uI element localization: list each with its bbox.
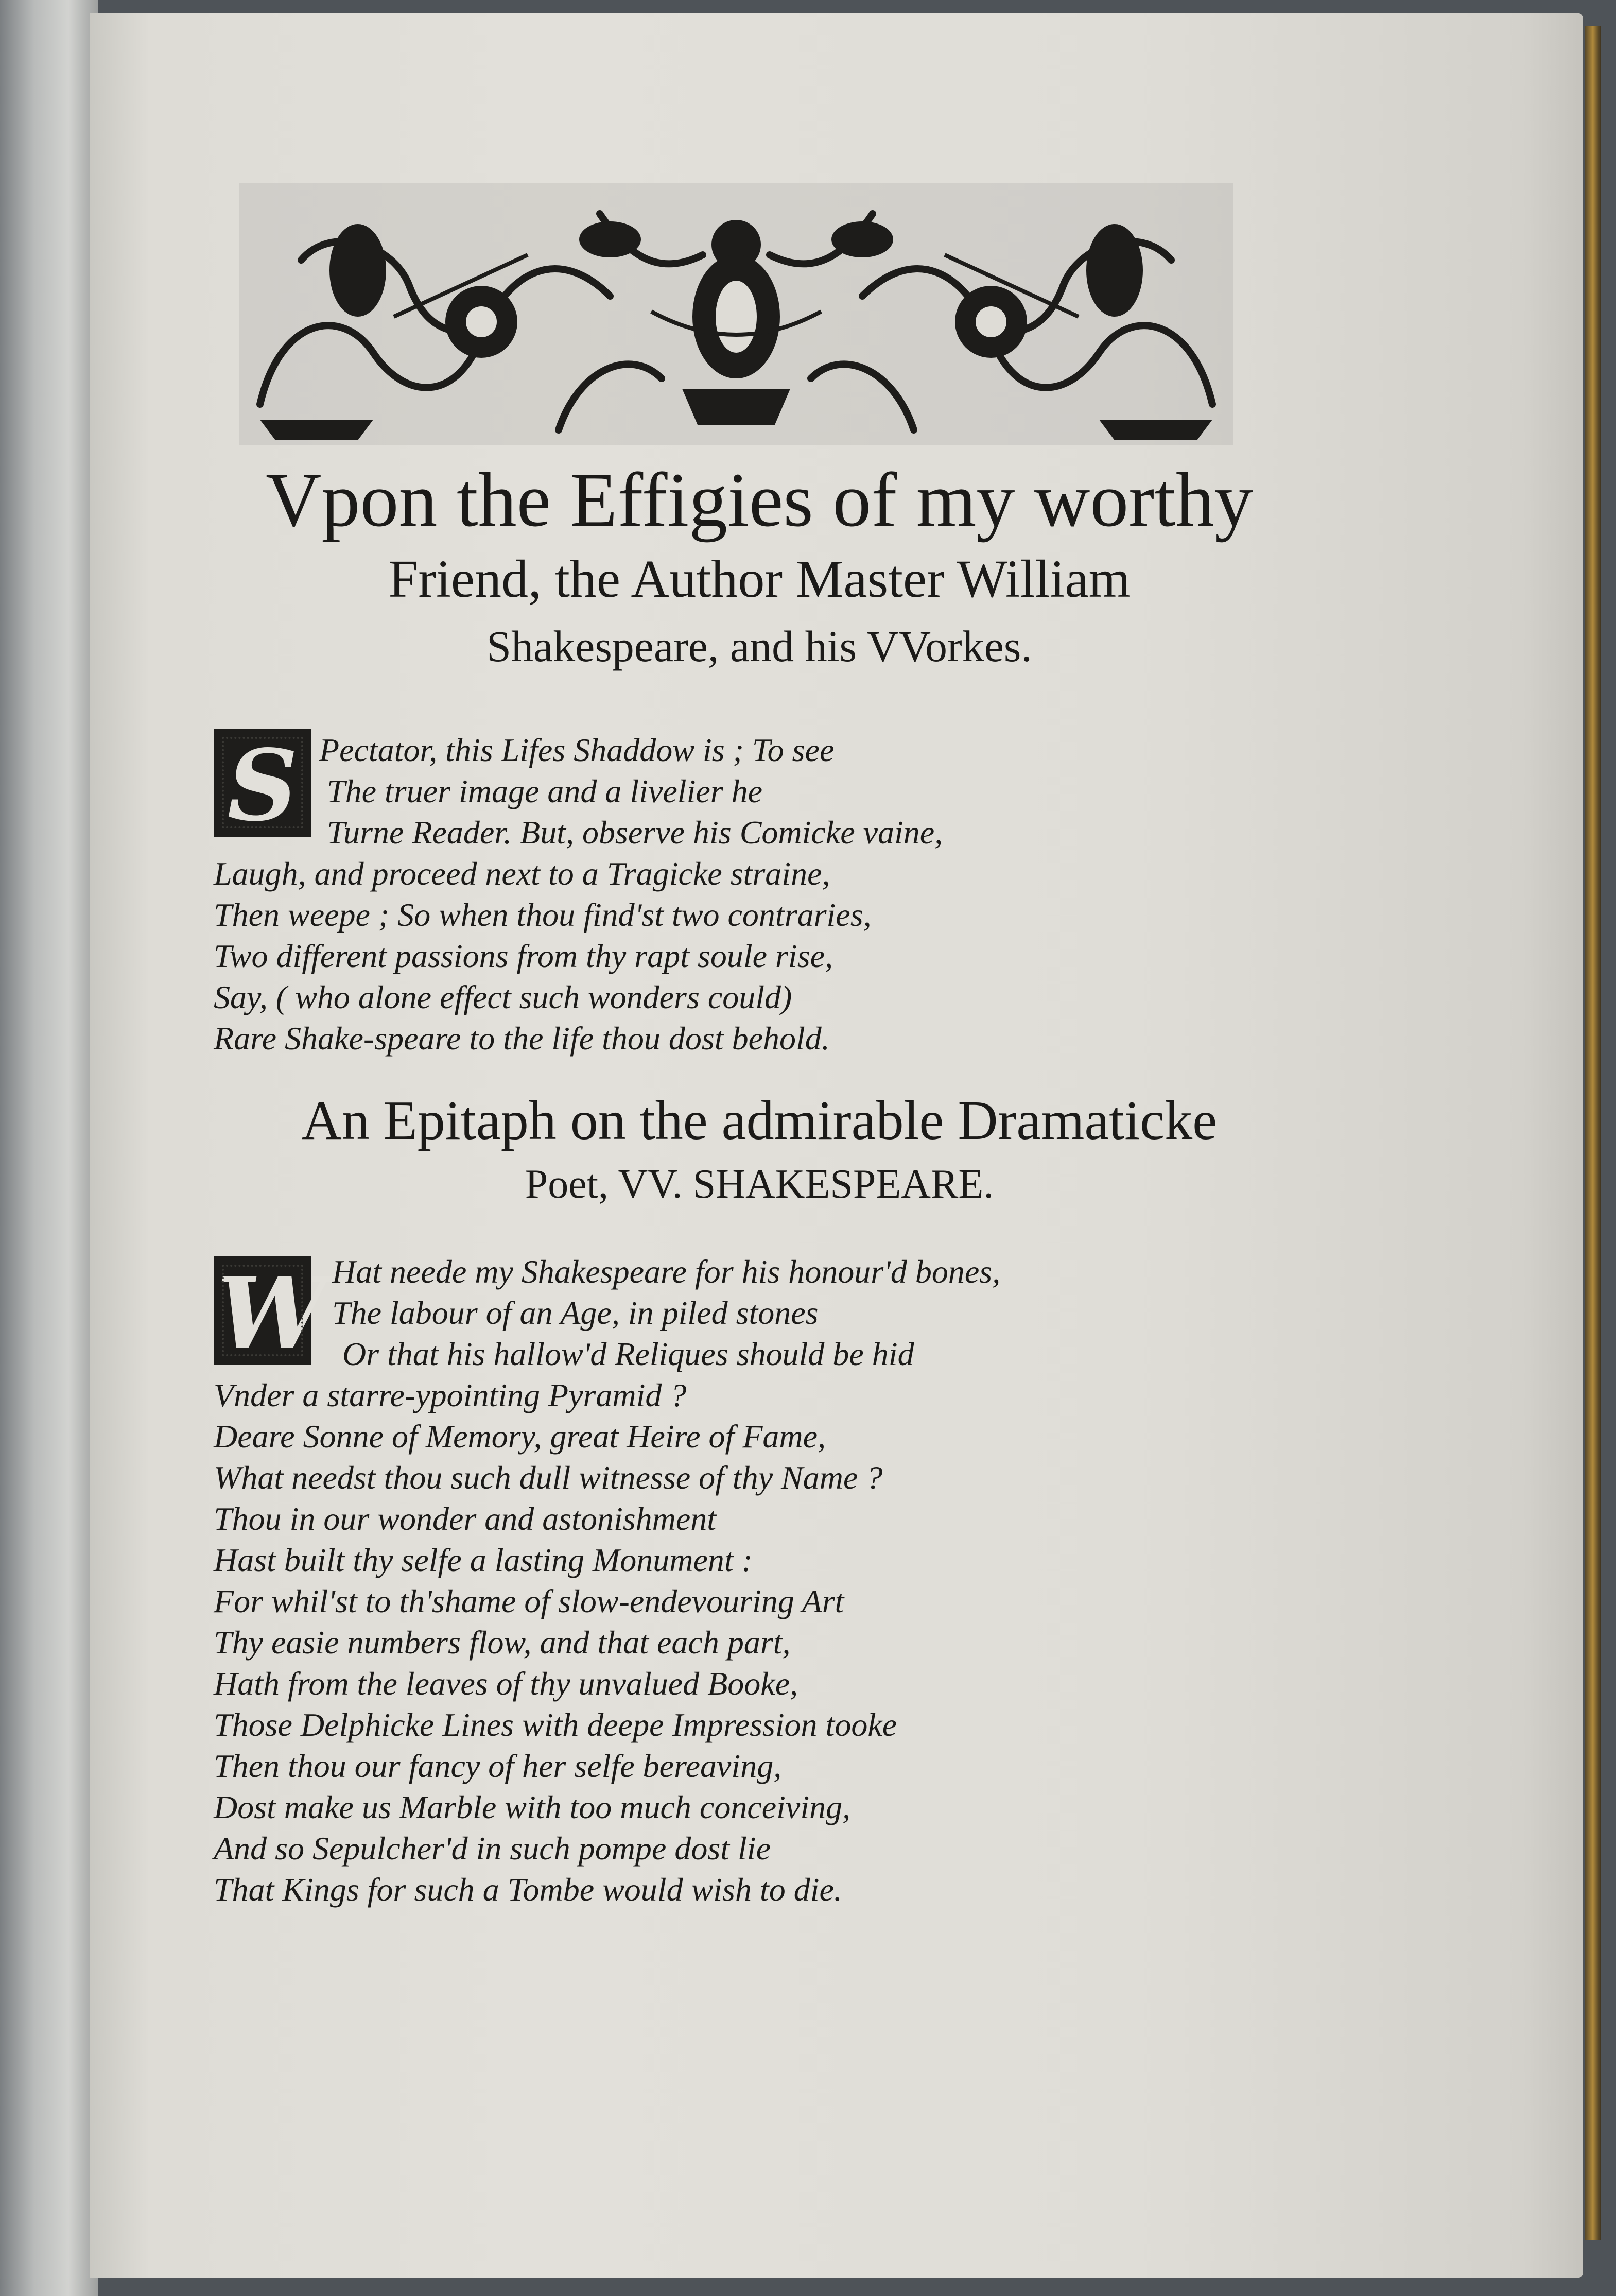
book-page [90, 13, 1583, 2278]
epitaph-title-line-1: An Epitaph on the admirable Dramaticke [301, 1090, 1218, 1151]
poem2-line-14: Dost make us Marble with too much conceiving, [214, 1789, 851, 1825]
poem2-line-11: Hath from the leaves of thy unvalued Booke, [214, 1665, 798, 1702]
poem1-line-5: Then weepe ; So when thou find'st two contraries, [214, 896, 872, 933]
poem2-line-5: Deare Sonne of Memory, great Heire of Fame, [214, 1418, 826, 1455]
poem2-line-16: That Kings for such a Tombe would wish to die. [214, 1871, 842, 1908]
title-line-1: Vpon the Effigies of my worthy [266, 457, 1253, 543]
poem1-line-3: Turne Reader. But, observe his Comicke vaine, [327, 814, 943, 851]
epitaph-title-line-2: Poet, VV. SHAKESPEARE. [525, 1162, 994, 1207]
gilt-page-edge [1585, 26, 1601, 2240]
poem2-line-8: Hast built thy selfe a lasting Monument : [214, 1542, 753, 1578]
poem1-line-8: Rare Shake-speare to the life thou dost behold. [214, 1020, 830, 1057]
title-line-2: Friend, the Author Master William [388, 549, 1131, 609]
poem1-line-1: Pectator, this Lifes Shaddow is ; To see [319, 732, 835, 768]
poem2-line-10: Thy easie numbers flow, and that each part, [214, 1624, 791, 1661]
poem2-line-4: Vnder a starre-ypointing Pyramid ? [214, 1377, 687, 1413]
poem2-line-7: Thou in our wonder and astonishment [214, 1500, 717, 1537]
poem2-line-13: Then thou our fancy of her selfe bereaving, [214, 1748, 782, 1784]
poem2-line-1: Hat neede my Shakespeare for his honour'd bones, [332, 1253, 1001, 1290]
facing-page-edge [0, 0, 98, 2296]
poem1-line-2: The truer image and a livelier he [327, 773, 763, 809]
poem2-line-2: The labour of an Age, in piled stones [332, 1294, 819, 1331]
poem1-line-7: Say, ( who alone effect such wonders could) [214, 979, 792, 1015]
poem1-line-4: Laugh, and proceed next to a Tragicke straine, [214, 855, 830, 892]
drop-cap-s: S [214, 729, 311, 837]
title-line-3: Shakespeare, and his VVorkes. [486, 622, 1032, 671]
drop-cap-w: W [214, 1256, 311, 1365]
poem2-line-3: Or that his hallow'd Reliques should be hid [342, 1336, 914, 1372]
poem2-line-6: What needst thou such dull witnesse of thy Name ? [214, 1459, 883, 1496]
poem1-line-6: Two different passions from thy rapt soule rise, [214, 938, 833, 974]
poem2-line-12: Those Delphicke Lines with deepe Impression tooke [214, 1706, 897, 1743]
poem2-line-15: And so Sepulcher'd in such pompe dost lie [214, 1830, 771, 1867]
woodcut-ornament-headpiece [239, 183, 1233, 445]
poem2-line-9: For whil'st to th'shame of slow-endevouring Art [214, 1583, 844, 1619]
